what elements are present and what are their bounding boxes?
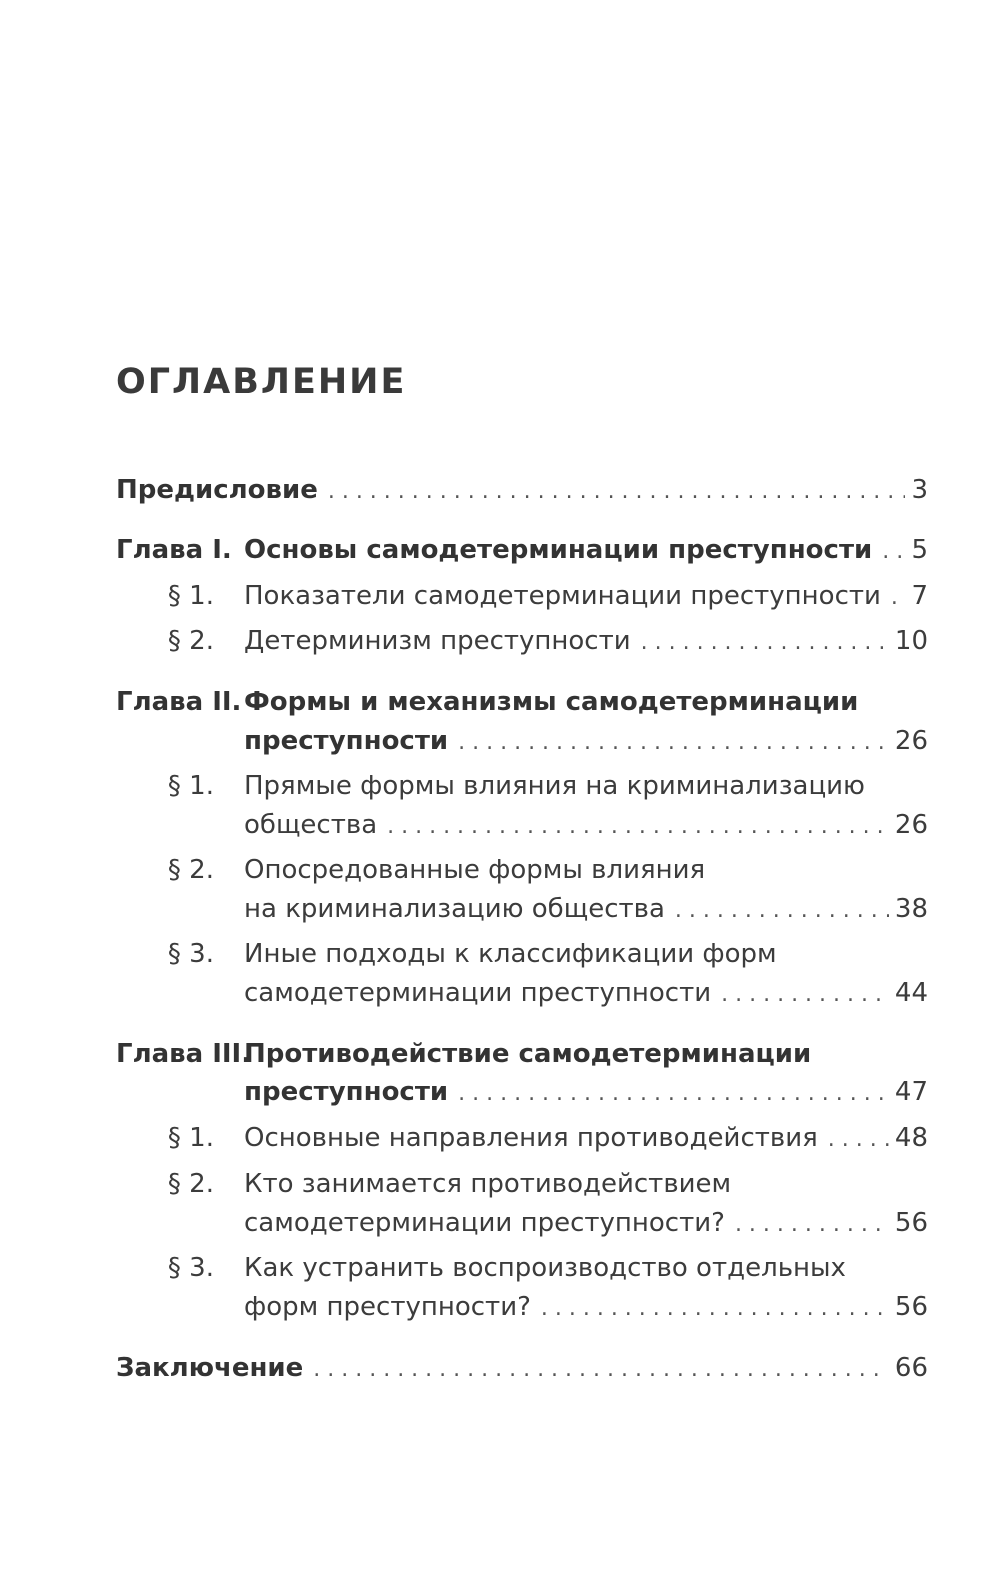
entry-title-line-1: Иные подходы к классификации форм bbox=[244, 939, 777, 969]
page-number: 5 bbox=[911, 535, 928, 565]
toc-entry-ch2-section-1[interactable] bbox=[116, 766, 928, 806]
section-number: § 1. bbox=[167, 771, 214, 801]
entry-title-line-1: Противодействие самодетерминации bbox=[244, 1039, 812, 1069]
entry-title-line-1: Как устранить воспроизводство отдельных bbox=[244, 1253, 846, 1283]
toc-entry-conclusion[interactable] bbox=[116, 1348, 928, 1388]
chapter-label: Глава II. bbox=[116, 687, 242, 717]
section-number: § 1. bbox=[167, 581, 214, 611]
toc-entry-ch3-section-3[interactable] bbox=[116, 1248, 928, 1288]
page-number: 10 bbox=[894, 626, 928, 656]
entry-title-line-2: самодетерминации преступности bbox=[244, 978, 712, 1008]
toc-entry-ch2-section-3[interactable] bbox=[116, 934, 928, 974]
entry-title-line-2: форм преступности? bbox=[244, 1292, 531, 1322]
page-number: 56 bbox=[894, 1292, 928, 1322]
toc-entry-chapter-1[interactable] bbox=[116, 530, 928, 570]
dot-leader bbox=[735, 1205, 889, 1245]
toc-entry-ch3-section-1[interactable] bbox=[116, 1118, 928, 1158]
page-number: 44 bbox=[894, 978, 928, 1008]
chapter-label: Глава III. bbox=[116, 1039, 252, 1069]
entry-title-line-2: самодетерминации преступности? bbox=[244, 1208, 725, 1238]
dot-leader bbox=[891, 578, 906, 618]
entry-title-line-2: преступности bbox=[244, 726, 449, 756]
entry-title: Показатели самодетерминации преступности bbox=[244, 581, 881, 611]
section-number: § 1. bbox=[167, 1123, 214, 1153]
page-number: 7 bbox=[911, 581, 928, 611]
section-number: § 2. bbox=[167, 1169, 214, 1199]
entry-title: Заключение bbox=[116, 1353, 304, 1383]
toc-entry-ch2-section-2-cont[interactable] bbox=[116, 889, 928, 929]
toc-entry-chapter-3[interactable] bbox=[116, 1034, 928, 1074]
dot-leader bbox=[721, 975, 889, 1015]
entry-title: Детерминизм преступности bbox=[244, 626, 631, 656]
page-number: 3 bbox=[911, 475, 928, 505]
entry-title-line-1: Прямые формы влияния на криминализацию bbox=[244, 771, 865, 801]
page-number: 26 bbox=[894, 810, 928, 840]
toc-entry-ch3-section-2[interactable] bbox=[116, 1164, 928, 1204]
dot-leader bbox=[458, 1074, 889, 1114]
entry-title: Предисловие bbox=[116, 475, 318, 505]
toc-entry-ch1-section-1[interactable] bbox=[116, 576, 928, 616]
toc-entry-chapter-2-cont[interactable] bbox=[116, 721, 928, 761]
toc-entry-ch3-section-3-cont[interactable] bbox=[116, 1287, 928, 1327]
toc-entry-ch3-section-2-cont[interactable] bbox=[116, 1203, 928, 1243]
page-number: 26 bbox=[894, 726, 928, 756]
dot-leader bbox=[458, 723, 889, 763]
page-number: 66 bbox=[894, 1353, 928, 1383]
section-number: § 3. bbox=[167, 939, 214, 969]
entry-title-line-2: на криминализацию общества bbox=[244, 894, 665, 924]
entry-title-line-2: преступности bbox=[244, 1077, 449, 1107]
section-number: § 3. bbox=[167, 1253, 214, 1283]
dot-leader bbox=[882, 532, 905, 572]
dot-leader bbox=[828, 1120, 889, 1160]
page-number: 56 bbox=[894, 1208, 928, 1238]
dot-leader bbox=[313, 1350, 889, 1390]
page-title: ОГЛАВЛЕНИЕ bbox=[116, 362, 407, 402]
dot-leader bbox=[641, 623, 889, 663]
dot-leader bbox=[328, 472, 906, 512]
dot-leader bbox=[541, 1289, 889, 1329]
section-number: § 2. bbox=[167, 855, 214, 885]
toc-entry-chapter-3-cont[interactable] bbox=[116, 1072, 928, 1112]
toc-entry-ch2-section-2[interactable] bbox=[116, 850, 928, 890]
toc-entry-chapter-2[interactable] bbox=[116, 682, 928, 722]
toc-entry-ch1-section-2[interactable] bbox=[116, 621, 928, 661]
entry-title-line-2: общества bbox=[244, 810, 378, 840]
dot-leader bbox=[387, 807, 889, 847]
entry-title: Основные направления противодействия bbox=[244, 1123, 818, 1153]
entry-title: Основы самодетерминации преступности bbox=[244, 535, 873, 565]
section-number: § 2. bbox=[167, 626, 214, 656]
toc-entry-ch2-section-1-cont[interactable] bbox=[116, 805, 928, 845]
dot-leader bbox=[675, 891, 889, 931]
entry-title-line-1: Формы и механизмы самодетерминации bbox=[244, 687, 859, 717]
toc-entry-ch2-section-3-cont[interactable] bbox=[116, 973, 928, 1013]
entry-title-line-1: Опосредованные формы влияния bbox=[244, 855, 706, 885]
page-number: 48 bbox=[894, 1123, 928, 1153]
page-number: 47 bbox=[894, 1077, 928, 1107]
page-number: 38 bbox=[894, 894, 928, 924]
entry-title-line-1: Кто занимается противодействием bbox=[244, 1169, 732, 1199]
toc-entry-preface[interactable] bbox=[116, 470, 928, 510]
chapter-label: Глава I. bbox=[116, 535, 232, 565]
